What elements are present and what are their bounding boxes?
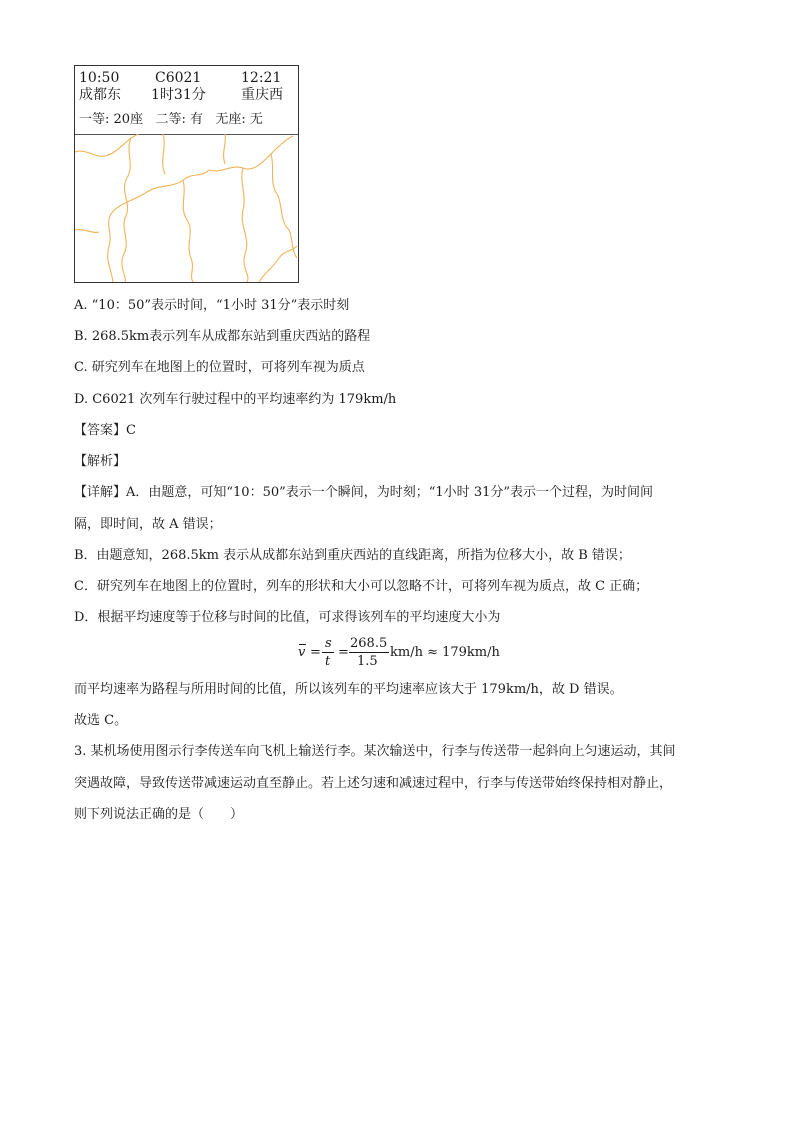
- ticket-header: [75, 66, 298, 135]
- question3-line1: 3. 某机场使用图示行李传送车向飞机上输送行李。某次输送中，行李与传送带一起斜向上匀速运动，其间: [74, 744, 676, 759]
- formula-t: t: [325, 654, 331, 669]
- after-formula-text: 而平均速率为路程与所用时间的比值，所以该列车的平均速率应该大于 179km/h，故 D 错误。: [74, 682, 623, 697]
- arrive-time: 12:21: [241, 70, 282, 86]
- fraction-bar-2: [349, 652, 389, 653]
- explanation-a-line2: 隔，即时间，故 A 错误；: [74, 517, 222, 532]
- explanation-a-line1: 【详解】A．由题意，可知“10：50”表示一个瞬间，为时刻；“1小时 31分”表示一个过程，为时间间: [74, 485, 654, 500]
- explanation-c: C．研究列车在地图上的位置时，列车的形状和大小可以忽略不计，可将列车视为质点，故 C 正确；: [74, 579, 649, 594]
- train-ticket-figure: [74, 65, 299, 283]
- option-b: B. 268.5km表示列车从成都东站到重庆西站的路程: [74, 329, 371, 344]
- analysis-label: 【解析】: [74, 454, 127, 469]
- question3-line2: 突遇故障，导致传送带减速运动直至静止。若上述匀速和减速过程中，行李与传送带始终保持相对静止，: [74, 776, 673, 791]
- from-station: 成都东: [79, 87, 121, 103]
- route-map: [75, 134, 297, 282]
- formula-denominator: 1.5: [357, 654, 378, 669]
- explanation-b: B．由题意知，268.5km 表示从成都东站到重庆西站的直线距离，所指为位移大小，故 B 错误；: [74, 548, 631, 563]
- fraction-bar-1: [322, 652, 334, 653]
- seat-availability: 一等: 20座 二等: 有 无座: 无: [79, 112, 263, 127]
- formula-s: s: [325, 636, 332, 651]
- trip-duration: 1时31分: [151, 87, 206, 103]
- depart-time: 10:50: [79, 70, 120, 86]
- formula-eq2: =: [338, 645, 349, 660]
- option-c: C. 研究列车在地图上的位置时，可将列车视为质点: [74, 360, 365, 375]
- average-velocity-formula: [298, 632, 518, 676]
- formula-numerator: 268.5: [350, 636, 388, 651]
- explanation-d: D．根据平均速度等于位移与时间的比值，可求得该列车的平均速度大小为: [74, 610, 501, 625]
- formula-result: km/h ≈ 179km/h: [390, 645, 500, 660]
- question3-line3: 则下列说法正确的是（ ）: [74, 807, 244, 822]
- option-d: D. C6021 次列车行驶过程中的平均速率约为 179km/h: [74, 392, 397, 407]
- to-station: 重庆西: [241, 87, 283, 103]
- formula-eq1: =: [310, 645, 321, 660]
- conclusion: 故选 C。: [74, 713, 128, 728]
- answer-label: 【答案】C: [74, 423, 136, 438]
- train-number: C6021: [155, 70, 202, 86]
- map-route-lines: [75, 134, 297, 282]
- formula-v: v: [298, 645, 306, 660]
- option-a: A. “10：50”表示时间，“1小时 31分”表示时刻: [74, 298, 350, 313]
